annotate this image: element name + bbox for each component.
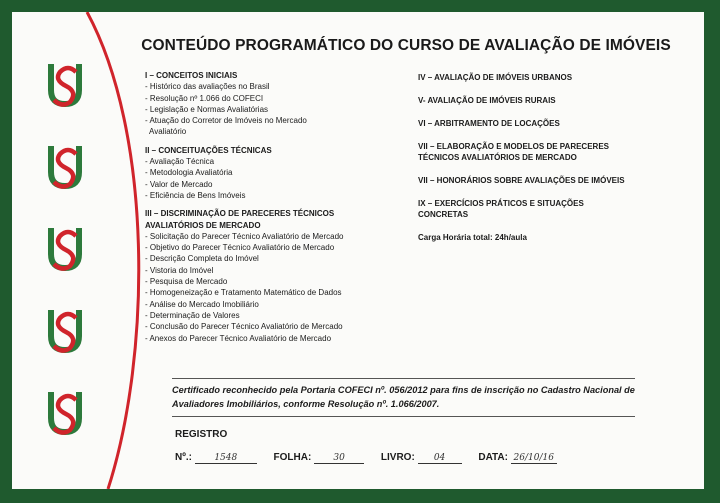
folha-field — [274, 452, 365, 464]
registro-heading: REGISTRO — [175, 429, 228, 440]
us-logo — [46, 60, 86, 110]
section-item: - Resolução nº 1.066 do COFECI — [145, 93, 264, 103]
livro-label: LIVRO: — [380, 452, 415, 463]
us-logo — [46, 142, 86, 192]
divider-bottom — [172, 416, 635, 417]
numero-value: 1548 — [195, 453, 257, 464]
page-title: CONTEÚDO PROGRAMÁTICO DO CURSO DE AVALIAÇÃO DE IMÓVEIS — [141, 37, 671, 54]
registro-fields — [175, 452, 571, 464]
folha-label: FOLHA: — [273, 452, 312, 463]
section-item: - Homogeneização e Tratamento Matemático de Dados — [145, 288, 342, 298]
section-item: - Metodologia Avaliatória — [145, 168, 233, 178]
section-item: - Solicitação do Parecer Técnico Avaliatório de Mercado — [145, 231, 344, 241]
section-title: II – CONCEITUAÇÕES TÉCNICAS — [145, 145, 272, 155]
section-item: - Avaliação Técnica — [145, 157, 215, 167]
right-section-title: IX – EXERCÍCIOS PRÁTICOS E SITUAÇÕES CONCRETAS — [418, 199, 584, 219]
section-title: I – CONCEITOS INICIAIS — [145, 71, 238, 80]
carga-horaria: Carga Horária total: 24h/aula — [418, 233, 527, 242]
left-section — [145, 145, 395, 201]
us-logo — [46, 224, 86, 274]
data-label: DATA: — [478, 452, 508, 463]
livro-value: 04 — [418, 453, 462, 464]
right-section-title: IV – AVALIAÇÃO DE IMÓVEIS URBANOS — [418, 73, 573, 82]
us-logo — [46, 306, 86, 356]
right-section-title: VII – ELABORAÇÃO E MODELOS DE PARECERES TÉCNICOS AVALIATÓRIOS DE MERCADO — [418, 142, 609, 162]
left-section — [145, 70, 395, 138]
section-item: - Pesquisa de Mercado — [145, 277, 228, 287]
right-section-title: VII – HONORÁRIOS SOBRE AVALIAÇÕES DE IMÓVEIS — [418, 176, 625, 185]
section-item: - Determinação de Valores — [145, 310, 240, 320]
certificate-sheet — [12, 12, 704, 489]
left-section — [145, 208, 395, 344]
us-logo — [46, 388, 86, 438]
section-title: III – DISCRIMINAÇÃO DE PARECERES TÉCNICOS AVALIATÓRIOS DE MERCADO — [145, 209, 335, 230]
folha-value: 30 — [314, 453, 364, 464]
numero-field — [175, 452, 257, 464]
data-field — [478, 452, 556, 464]
section-item: - Atuação do Corretor de Imóveis no Mercado — [145, 116, 307, 126]
section-item: - Eficiência de Bens Imóveis — [145, 190, 246, 200]
right-section-title: V- AVALIAÇÃO DE IMÓVEIS RURAIS — [418, 96, 556, 105]
section-item: - Vistoria do Imóvel — [145, 265, 214, 275]
certificate-note: Certificado reconhecido pela Portaria COFECI nº. 056/2012 para fins de inscrição no Cadastro Nacional de Avaliadores Imobiliários, conforme Resolução nº. 1.066/2007. — [172, 385, 635, 409]
section-item: - Análise do Mercado Imobiliário — [145, 299, 259, 309]
section-item: - Conclusão do Parecer Técnico Avaliatório de Mercado — [145, 322, 343, 332]
divider-top — [172, 378, 635, 379]
livro-field — [381, 452, 462, 464]
data-value: 26/10/16 — [511, 453, 557, 464]
section-item: - Valor de Mercado — [145, 179, 213, 189]
right-section-title: VI – ARBITRAMENTO DE LOCAÇÕES — [418, 119, 560, 128]
section-item: Avaliatório — [145, 127, 187, 137]
section-item: - Anexos do Parecer Técnico Avaliatório de Mercado — [145, 333, 332, 343]
numero-label: Nº.: — [175, 452, 192, 463]
section-item: - Histórico das avaliações no Brasil — [145, 82, 270, 92]
right-content-column — [418, 72, 668, 243]
section-item: - Descrição Completa do Imóvel — [145, 254, 259, 264]
left-content-column — [145, 70, 395, 351]
section-item: - Legislação e Normas Avaliatórias — [145, 104, 269, 114]
section-item: - Objetivo do Parecer Técnico Avaliatório de Mercado — [145, 243, 335, 253]
